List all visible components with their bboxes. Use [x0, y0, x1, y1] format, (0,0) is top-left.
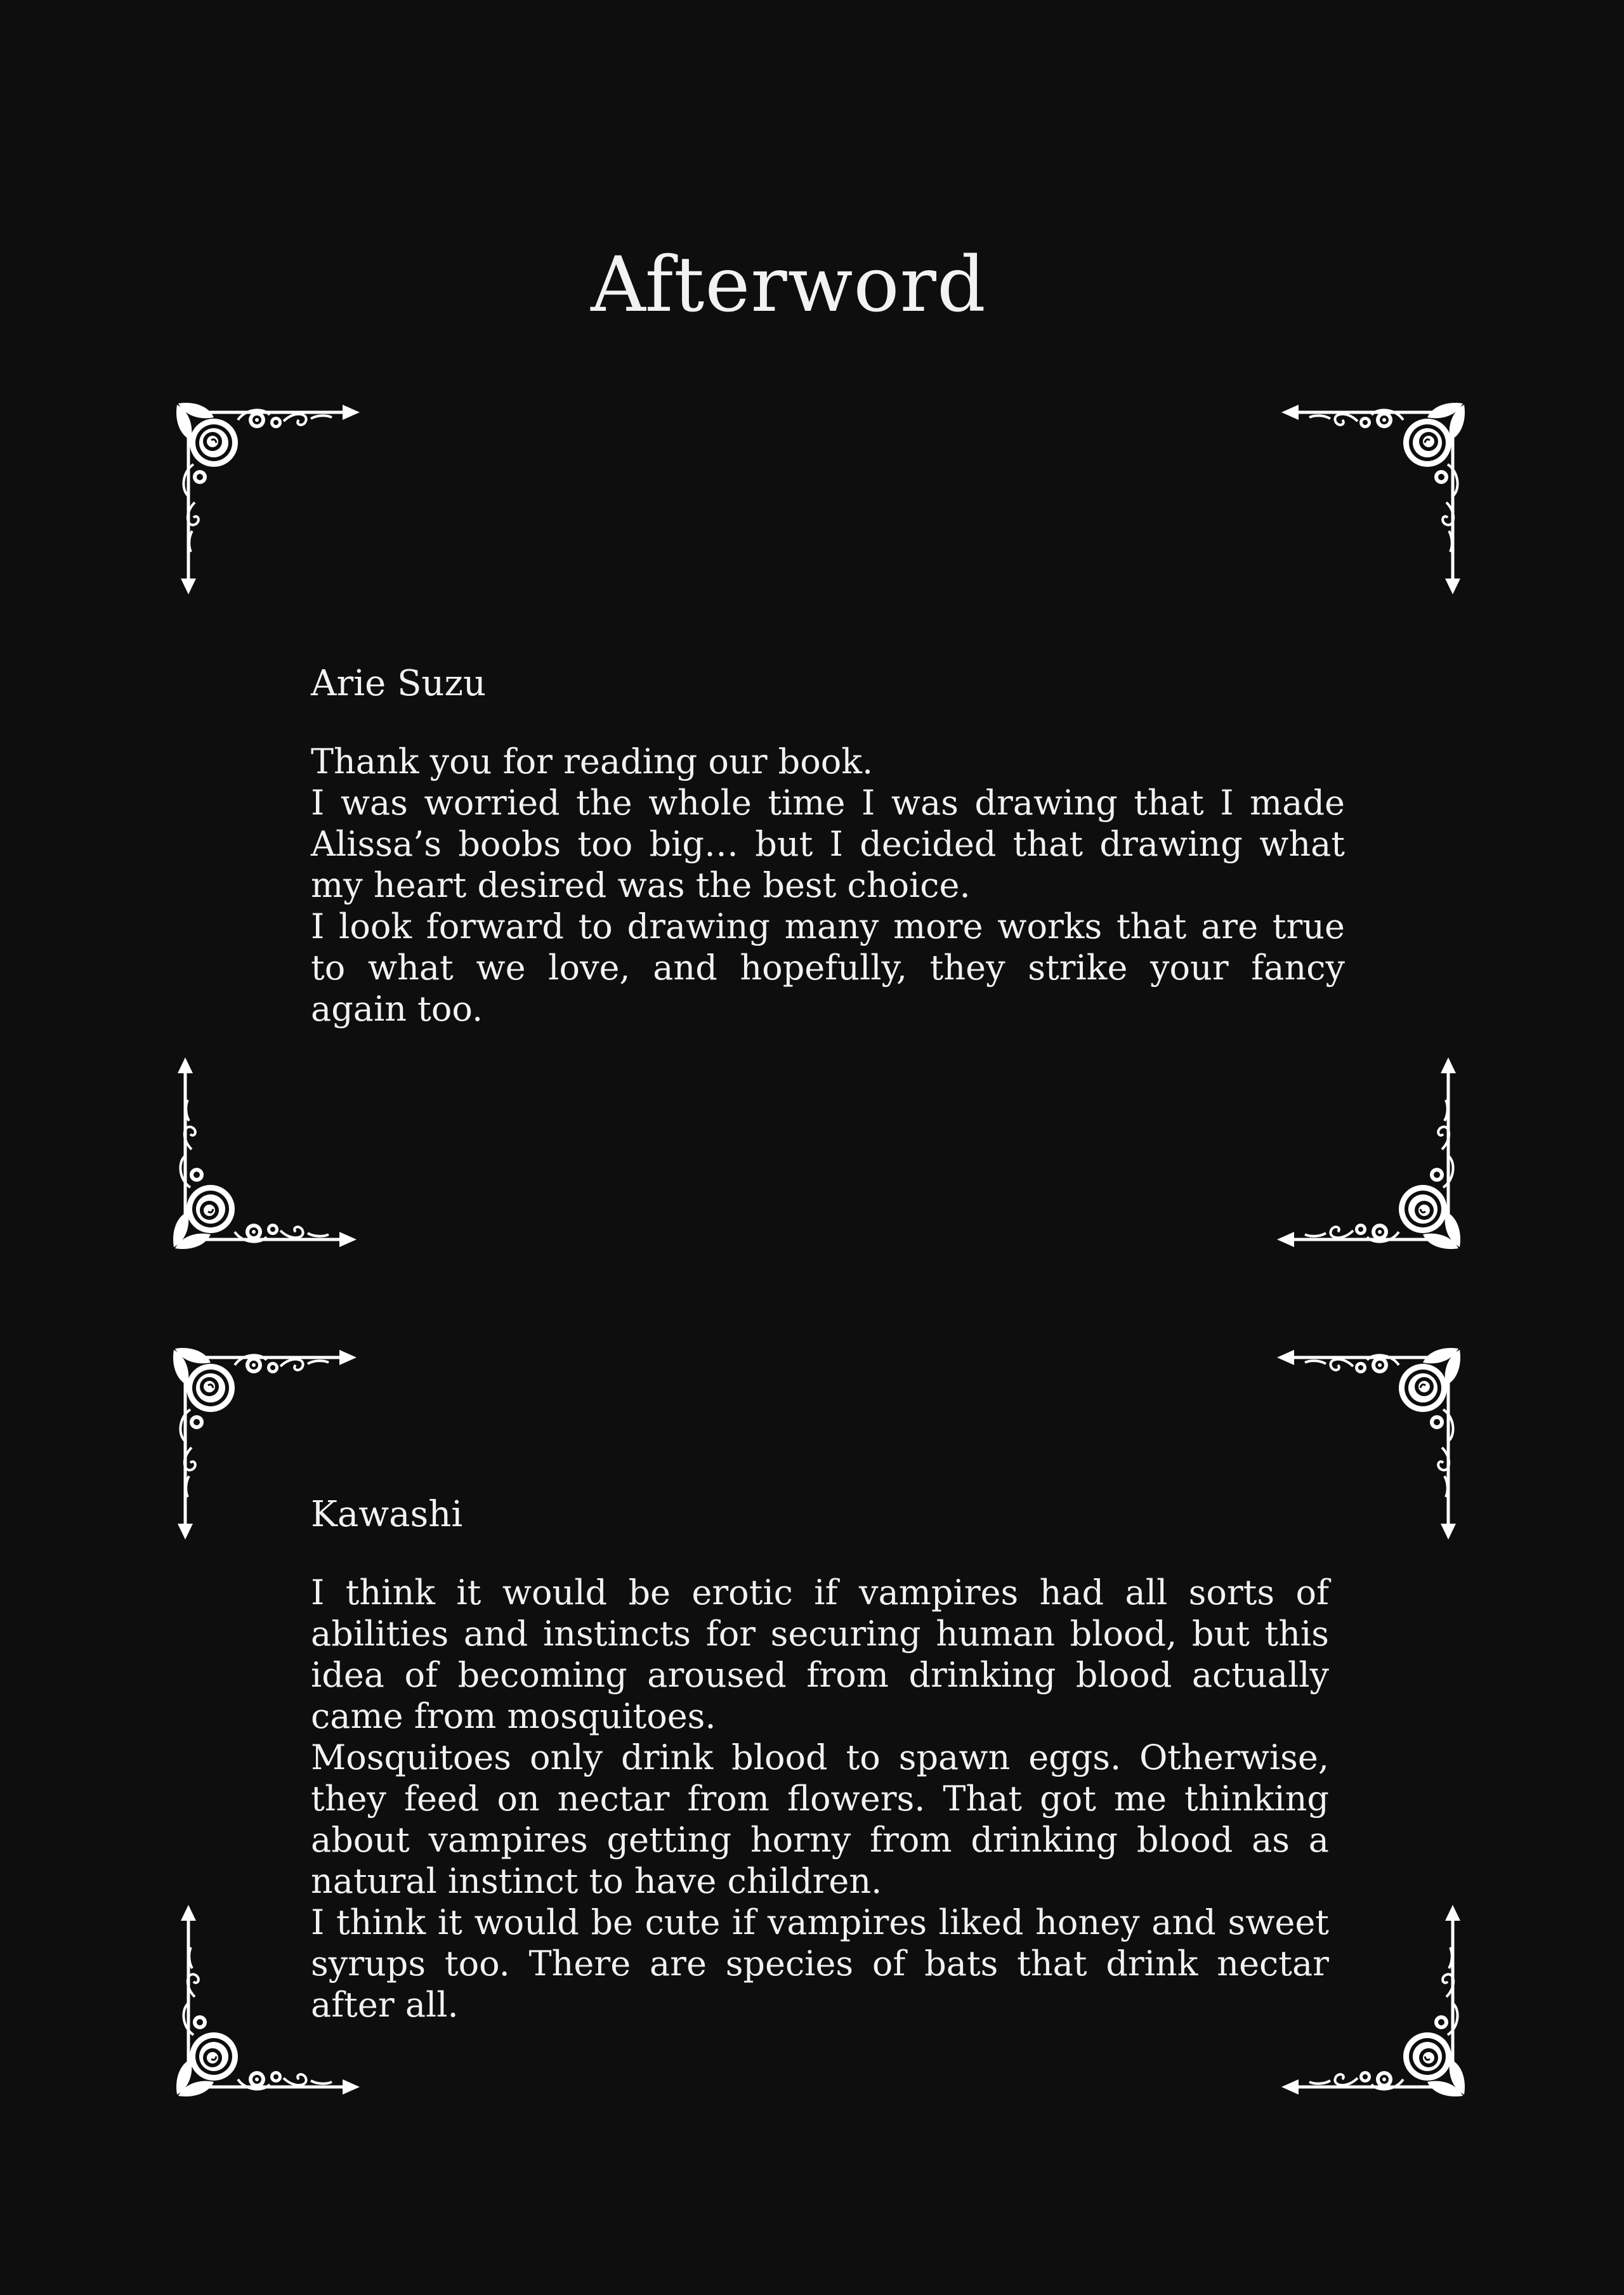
paragraph: I think it would be erotic if vampires had all sorts of abilities and instincts for securing human blood, but this idea of becoming aroused from drinking blood actually came from mosquitoes.	[311, 1573, 1329, 1736]
rose-corner-ornament-icon	[1272, 1054, 1462, 1251]
rose-corner-ornament-icon	[174, 1902, 365, 2098]
rose-corner-ornament-icon	[171, 1054, 362, 1251]
rose-corner-ornament-icon	[1276, 401, 1467, 598]
paragraph: Thank you for reading our book.	[311, 742, 874, 781]
page-title: Afterword	[591, 241, 986, 329]
rose-corner-ornament-icon	[1276, 1902, 1467, 2098]
paragraph: Mosquitoes only drink blood to spawn eggs. Otherwise, they feed on nectar from flowers. That got me thinking about vampires getting horny from drinking blood as a natural instinct to have children.	[311, 1737, 1329, 1901]
afterword-text	[311, 1572, 1329, 2025]
afterword-section-arie-suzu	[311, 658, 1345, 1030]
author-name: Arie Suzu	[311, 663, 487, 704]
rose-corner-ornament-icon	[1272, 1346, 1462, 1543]
paragraph: I think it would be cute if vampires liked honey and sweet syrups too. There are species of bats that drink nectar after all.	[311, 1902, 1329, 2025]
afterword-text	[311, 741, 1345, 1030]
rose-corner-ornament-icon	[174, 401, 365, 598]
paragraph: I look forward to drawing many more works that are true to what we love, and hopefully, they strike your fancy again too.	[311, 906, 1345, 1029]
rose-corner-ornament-icon	[171, 1346, 362, 1543]
paragraph: I was worried the whole time I was drawing that I made Alissa’s boobs too big… but I decided that drawing what my heart desired was the best choice.	[311, 783, 1345, 905]
author-name: Kawashi	[311, 1494, 463, 1535]
afterword-section-kawashi	[311, 1489, 1329, 2025]
